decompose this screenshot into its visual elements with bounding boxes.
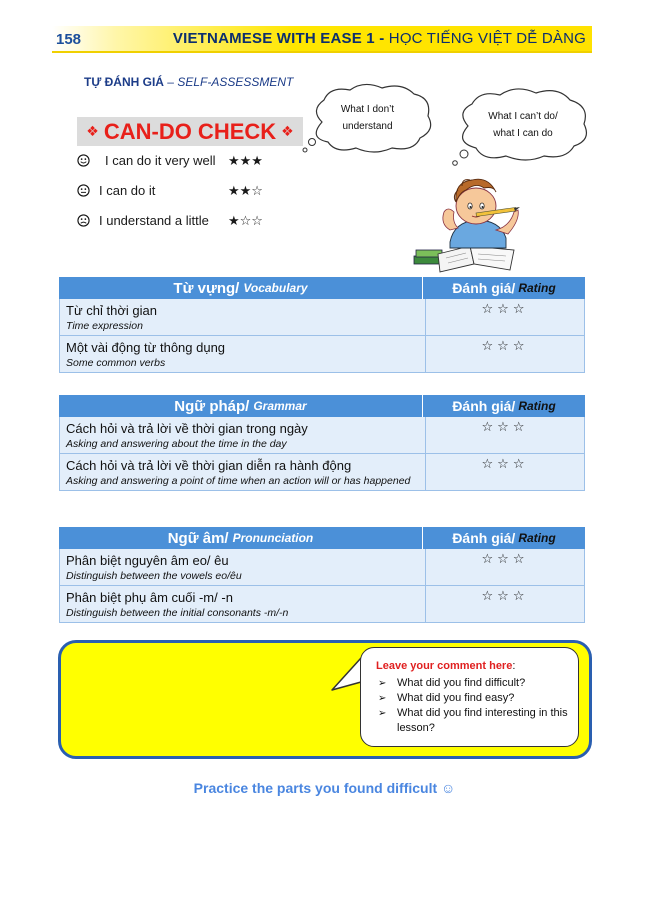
rating-en: Rating <box>518 530 556 545</box>
self-assessment-en: SELF-ASSESSMENT <box>177 75 294 89</box>
level-stars: ★★★ <box>228 152 263 168</box>
arrow-bullet-icon: ➢ <box>378 693 387 704</box>
book-title-vi: HỌC TIẾNG VIỆT DỄ DÀNG <box>388 30 586 47</box>
page-number: 158 <box>56 31 82 48</box>
book-title <box>173 30 586 47</box>
rating-en: Rating <box>518 398 556 413</box>
rating-vi: Đánh giá/ <box>452 398 516 414</box>
self-assessment-separator: – <box>167 75 174 89</box>
prompt-text: What did you find difficult? <box>397 677 526 689</box>
arrow-bullet-icon: ➢ <box>378 678 387 689</box>
header-en: Grammar <box>253 399 307 413</box>
topic-cell <box>60 454 426 490</box>
rating-vi: Đánh giá/ <box>452 530 516 546</box>
header-vi: Ngữ pháp/ <box>174 397 250 415</box>
topic-cell <box>60 336 426 372</box>
topic-cell <box>60 417 426 453</box>
comment-heading <box>376 660 515 672</box>
topic-vi: Từ chỉ thời gian <box>66 303 157 318</box>
cloud-right-text <box>468 108 578 142</box>
diamond-bullet-icon: ❖ <box>86 123 99 139</box>
rating-stars[interactable]: ☆☆☆ <box>481 456 529 471</box>
header-vi: Từ vựng/ <box>173 279 240 297</box>
cloud-left-text <box>320 101 415 135</box>
table-header-topic <box>59 277 423 299</box>
comment-heading-text: Leave your comment here <box>376 660 513 672</box>
neutral-face-icon <box>77 184 90 197</box>
diamond-bullet-icon: ❖ <box>281 123 294 139</box>
topic-vi: Phân biệt phụ âm cuối -m/ -n <box>66 590 233 605</box>
level-understand-little <box>77 212 263 228</box>
topic-vi: Một vài động từ thông dụng <box>66 340 226 355</box>
table-header <box>59 395 585 417</box>
level-stars: ★☆☆ <box>228 212 263 228</box>
table-row <box>59 336 585 373</box>
can-do-check-title <box>77 117 303 146</box>
header-vi: Ngữ âm/ <box>167 529 229 547</box>
table-row <box>59 586 585 623</box>
topic-en: Asking and answering a point of time when an action will or has happened <box>66 475 411 487</box>
table-header-topic <box>59 527 423 549</box>
rating-stars[interactable]: ☆☆☆ <box>481 588 529 603</box>
list-item <box>378 691 574 706</box>
level-stars: ★★☆ <box>228 182 263 198</box>
header-en: Vocabulary <box>243 281 308 295</box>
table-header <box>59 527 585 549</box>
table-row <box>59 549 585 586</box>
sad-face-icon <box>77 214 90 227</box>
list-item <box>378 706 574 736</box>
rating-vi: Đánh giá/ <box>452 280 516 296</box>
topic-vi: Phân biệt nguyên âm eo/ êu <box>66 553 229 568</box>
page-header <box>52 26 592 53</box>
topic-cell <box>60 586 426 622</box>
rating-stars[interactable]: ☆☆☆ <box>481 301 529 316</box>
topic-vi: Cách hỏi và trả lời về thời gian trong ngày <box>66 421 308 436</box>
topic-en: Distinguish between the vowels eo/êu <box>66 570 242 582</box>
cloud-left-line1: What I don’t <box>340 104 395 115</box>
can-do-title-text: CAN-DO CHECK <box>103 118 277 144</box>
topic-en: Time expression <box>66 320 143 332</box>
rating-stars[interactable]: ☆☆☆ <box>481 338 529 353</box>
rating-stars[interactable]: ☆☆☆ <box>481 419 529 434</box>
smiley-face-icon <box>77 154 90 167</box>
level-can-do <box>77 182 263 198</box>
level-text: I can do it <box>99 183 156 198</box>
prompt-text: What did you find easy? <box>397 692 515 704</box>
cloud-right-line1: What I can’t do/ <box>488 111 558 122</box>
table-header-rating <box>423 395 585 417</box>
grammar-table <box>59 395 585 491</box>
arrow-bullet-icon: ➢ <box>378 708 387 719</box>
pronunciation-table <box>59 527 585 623</box>
table-header <box>59 277 585 299</box>
topic-en: Some common verbs <box>66 357 166 369</box>
self-assessment-vi: TỰ ĐÁNH GIÁ <box>84 75 164 89</box>
comment-heading-colon: : <box>512 660 516 672</box>
topic-en: Distinguish between the initial consonants -m/-n <box>66 607 289 619</box>
table-row <box>59 454 585 491</box>
list-item <box>378 676 574 691</box>
book-title-en: VIETNAMESE WITH EASE 1 - <box>172 30 385 47</box>
vocabulary-table <box>59 277 585 373</box>
comment-prompts <box>378 676 574 736</box>
table-header-rating <box>423 277 585 299</box>
table-header-rating <box>423 527 585 549</box>
cloud-left-line2: understand <box>342 121 393 132</box>
rating-en: Rating <box>518 280 556 295</box>
table-header-topic <box>59 395 423 417</box>
table-row <box>59 417 585 454</box>
level-text: I can do it very well <box>105 153 216 168</box>
self-assessment-label <box>84 75 293 89</box>
level-very-well <box>77 152 263 168</box>
topic-cell <box>60 549 426 585</box>
table-row <box>59 299 585 336</box>
level-text: I understand a little <box>99 213 209 228</box>
prompt-text: What did you find interesting in this lesson? <box>397 707 568 734</box>
topic-en: Asking and answering about the time in the day <box>66 438 287 450</box>
topic-vi: Cách hỏi và trả lời về thời gian diễn ra hành động <box>66 458 352 473</box>
studying-boy-illustration <box>410 172 530 277</box>
practice-footer: Practice the parts you found difficult ☺ <box>193 780 456 796</box>
topic-cell <box>60 299 426 335</box>
rating-stars[interactable]: ☆☆☆ <box>481 551 529 566</box>
cloud-right-line2: what I can do <box>493 128 553 139</box>
header-en: Pronunciation <box>232 531 314 545</box>
